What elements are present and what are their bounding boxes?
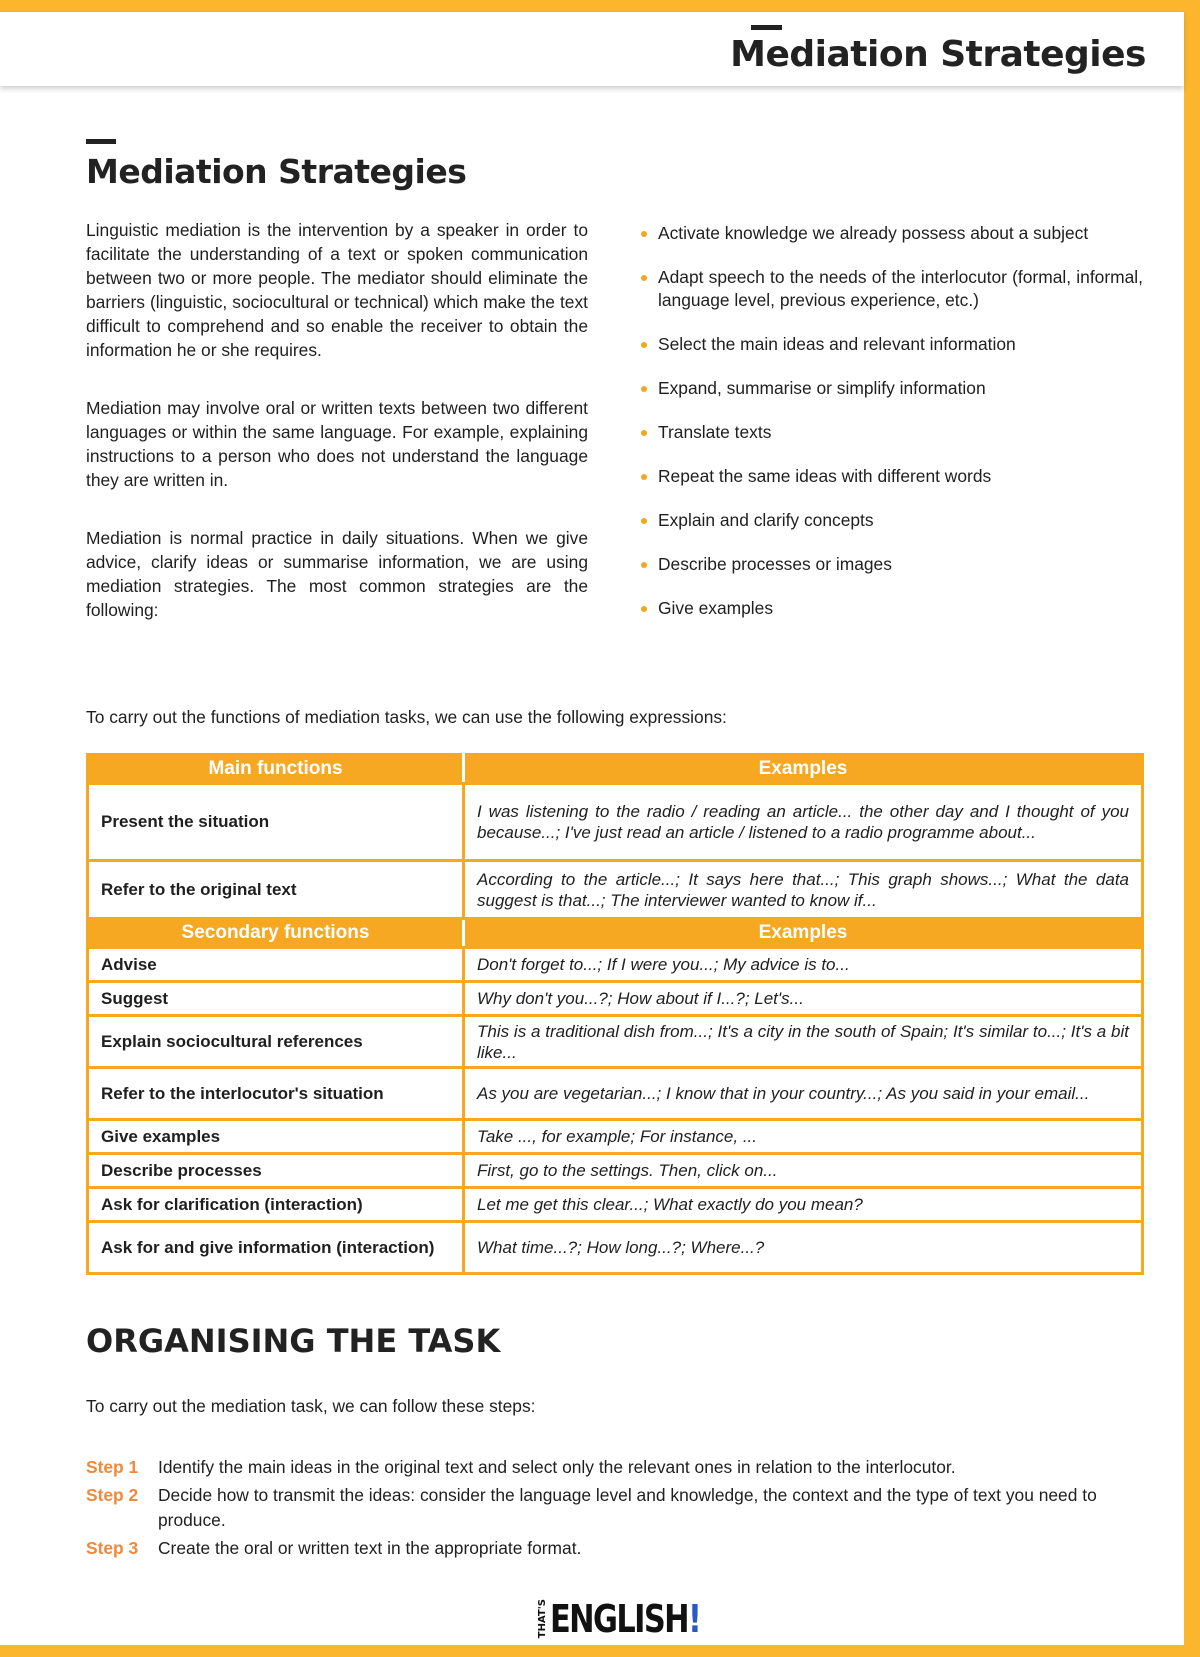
table-row xyxy=(88,1016,1143,1068)
examples-header: Examples xyxy=(464,755,1143,784)
step-label: Step 3 xyxy=(86,1538,139,1558)
function-name: Refer to the interlocutor's situation xyxy=(88,1068,464,1120)
intro-column xyxy=(86,218,588,656)
function-name: Suggest xyxy=(88,982,464,1016)
logo-main-text xyxy=(550,1597,700,1641)
steps-list xyxy=(86,1455,1156,1564)
table-row xyxy=(88,982,1143,1016)
table-row xyxy=(88,1188,1143,1222)
page-sheet xyxy=(0,12,1184,1645)
logo-small-text: THAT'S xyxy=(537,1599,548,1639)
step-text: Create the oral or written text in the appropriate format. xyxy=(158,1538,582,1558)
function-name: Ask for and give information (interaction) xyxy=(88,1222,464,1274)
secondary-functions-header: Secondary functions xyxy=(88,919,464,948)
header-dash xyxy=(751,25,782,30)
table-header-row xyxy=(88,919,1143,948)
strategies-list xyxy=(641,222,1143,641)
table-row xyxy=(88,948,1143,982)
table-row xyxy=(88,784,1143,861)
step-label: Step 2 xyxy=(86,1485,139,1505)
table-header-row xyxy=(88,755,1143,784)
strategy-item: Explain and clarify concepts xyxy=(641,509,1143,532)
functions-table xyxy=(86,753,1144,1275)
intro-paragraph: Mediation is normal practice in daily situations. When we give advice, clarify ideas or summarise information, we are using mediation strategies. The most common strategies are the following: xyxy=(86,528,588,620)
expressions-intro: To carry out the functions of mediation tasks, we can use the following expressions: xyxy=(86,707,727,727)
function-example: Take ..., for example; For instance, ... xyxy=(464,1120,1143,1154)
title-dash xyxy=(86,139,116,144)
strategy-item: Describe processes or images xyxy=(641,553,1143,576)
function-example: I was listening to the radio / reading an article... the other day and I thought of you because...; I've just read an article / listened to a radio programme about... xyxy=(464,784,1143,861)
function-name: Ask for clarification (interaction) xyxy=(88,1188,464,1222)
function-name: Present the situation xyxy=(88,784,464,861)
table-row xyxy=(88,1222,1143,1274)
steps-intro: To carry out the mediation task, we can follow these steps: xyxy=(86,1396,536,1416)
function-name: Refer to the original text xyxy=(88,861,464,919)
step-text: Decide how to transmit the ideas: consider the language level and knowledge, the context and the type of text you need to produce. xyxy=(158,1485,1097,1530)
function-example: According to the article...; It says here that...; This graph shows...; What the data suggest is that...; The interviewer wanted to know if... xyxy=(464,861,1143,919)
function-example: This is a traditional dish from...; It's a city in the south of Spain; It's similar to...; It's a bit like... xyxy=(464,1016,1143,1068)
table-row xyxy=(88,861,1143,919)
function-name: Explain sociocultural references xyxy=(88,1016,464,1068)
function-name: Advise xyxy=(88,948,464,982)
step-item xyxy=(86,1455,1156,1480)
function-example: As you are vegetarian...; I know that in your country...; As you said in your email... xyxy=(464,1068,1143,1120)
table-row xyxy=(88,1154,1143,1188)
function-example: Don't forget to...; If I were you...; My advice is to... xyxy=(464,948,1143,982)
strategy-item: Repeat the same ideas with different words xyxy=(641,465,1143,488)
function-name: Give examples xyxy=(88,1120,464,1154)
main-functions-header: Main functions xyxy=(88,755,464,784)
table-row xyxy=(88,1120,1143,1154)
page-title: Mediation Strategies xyxy=(86,152,467,191)
strategy-item: Activate knowledge we already possess about a subject xyxy=(641,222,1143,245)
examples-header: Examples xyxy=(464,919,1143,948)
step-text: Identify the main ideas in the original text and select only the relevant ones in relation to the interlocutor. xyxy=(158,1457,956,1477)
function-example: What time...?; How long...?; Where...? xyxy=(464,1222,1143,1274)
function-example: First, go to the settings. Then, click on... xyxy=(464,1154,1143,1188)
organising-title: ORGANISING THE TASK xyxy=(86,1322,501,1360)
function-example: Let me get this clear...; What exactly do you mean? xyxy=(464,1188,1143,1222)
intro-paragraph: Linguistic mediation is the intervention by a speaker in order to facilitate the understanding of a text or spoken communication between two or more people. The mediator should eliminate the barriers (linguistic, sociocultural or technical) which make the text difficult to comprehend and so enable the receiver to obtain the information he or she requires. xyxy=(86,220,588,360)
intro-paragraph: Mediation may involve oral or written texts between two different languages or within the same language. For example, explaining instructions to a person who does not understand the language they are written in. xyxy=(86,398,588,490)
strategy-item: Expand, summarise or simplify information xyxy=(641,377,1143,400)
logo-bang: ! xyxy=(687,1597,701,1641)
step-label: Step 1 xyxy=(86,1457,139,1477)
header-band xyxy=(0,12,1184,86)
strategy-item: Give examples xyxy=(641,597,1143,620)
function-example: Why don't you...?; How about if I...?; Let's... xyxy=(464,982,1143,1016)
step-item xyxy=(86,1536,1156,1561)
header-title: Mediation Strategies xyxy=(730,34,1146,75)
logo-word: ENGLISH xyxy=(550,1597,688,1641)
strategy-item: Translate texts xyxy=(641,421,1143,444)
strategy-item: Adapt speech to the needs of the interlocutor (formal, informal, language level, previous experience, etc.) xyxy=(641,266,1143,312)
function-name: Describe processes xyxy=(88,1154,464,1188)
strategy-item: Select the main ideas and relevant information xyxy=(641,333,1143,356)
step-item xyxy=(86,1483,1156,1533)
thats-english-logo xyxy=(538,1597,738,1641)
table-row xyxy=(88,1068,1143,1120)
